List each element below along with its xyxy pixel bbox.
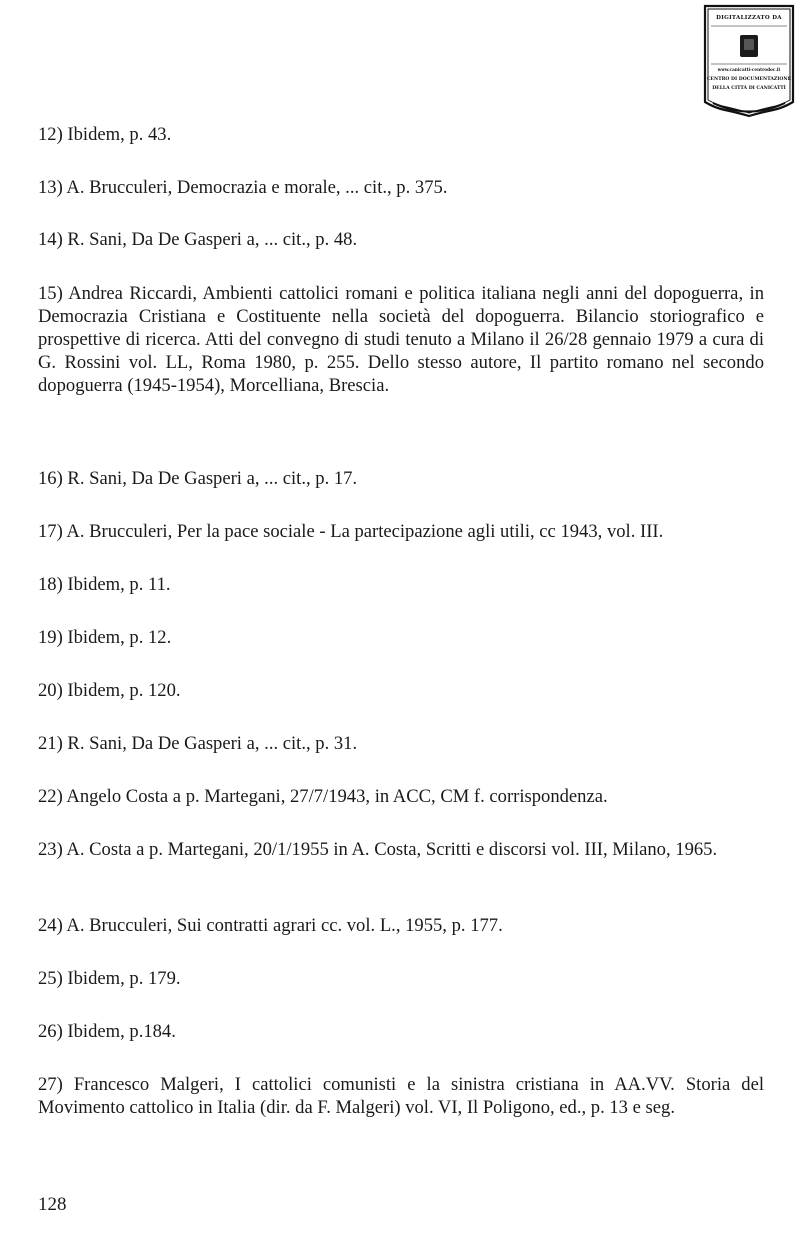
footnote-25: 25) Ibidem, p. 179. [38,968,181,989]
footnote-16: 16) R. Sani, Da De Gasperi a, ... cit., p. 17. [38,468,358,489]
footnote-26: 26) Ibidem, p.184. [38,1021,176,1042]
stamp-shield-icon [703,4,795,118]
stamp-url: www.canicatti-centrodoc.it [717,67,781,72]
stamp-line-2: DELLA CITTÀ DI CANICATTÌ [712,86,786,91]
footnote-12: 12) Ibidem, p. 43. [38,124,172,145]
page-number: 128 [38,1194,67,1215]
stamp-title: DIGITALIZZATO DA [716,15,782,21]
footnote-21: 21) R. Sani, Da De Gasperi a, ... cit., p. 31. [38,733,358,754]
footnote-20: 20) Ibidem, p. 120. [38,680,181,701]
footnote-27: 27) Francesco Malgeri, I cattolici comunisti e la sinistra cristiana in AA.VV. Storia del Movimento cattolico in Italia (dir. da F. Malgeri) vol. VI, Il Poligono, ed., p. 13 e seg. [38,1074,764,1118]
footnote-24: 24) A. Brucculeri, Sui contratti agrari cc. vol. L., 1955, p. 177. [38,915,503,936]
stamp-line-1: CENTRO DI DOCUMENTAZIONE [706,77,792,82]
footnote-19: 19) Ibidem, p. 12. [38,627,172,648]
footnote-15: 15) Andrea Riccardi, Ambienti cattolici romani e politica italiana negli anni del dopoguerra, in Democrazia Cristiana e Costituente nella società del dopoguerra. Bilancio storiografico e prospettive di ricerca. Atti del convegno di studi tenuto a Milano il 26/28 gennaio 1979 a cura di G. Rossini vol. LL, Roma 1980, p. 255. Dello stesso autore, Il partito romano nel secondo dopoguerra (1945-1954), Morcelliana, Brescia. [38,283,764,396]
footnote-23: 23) A. Costa a p. Martegani, 20/1/1955 in A. Costa, Scritti e discorsi vol. III, Milano, 1965. [38,839,718,860]
footnote-13: 13) A. Brucculeri, Democrazia e morale, ... cit., p. 375. [38,177,448,198]
digitization-stamp [703,4,795,118]
footnote-14: 14) R. Sani, Da De Gasperi a, ... cit., p. 48. [38,229,358,250]
footnote-22: 22) Angelo Costa a p. Martegani, 27/7/1943, in ACC, CM f. corrispondenza. [38,786,608,807]
footnote-17: 17) A. Brucculeri, Per la pace sociale - La partecipazione agli utili, cc 1943, vol. III. [38,521,664,542]
footnote-18: 18) Ibidem, p. 11. [38,574,171,595]
